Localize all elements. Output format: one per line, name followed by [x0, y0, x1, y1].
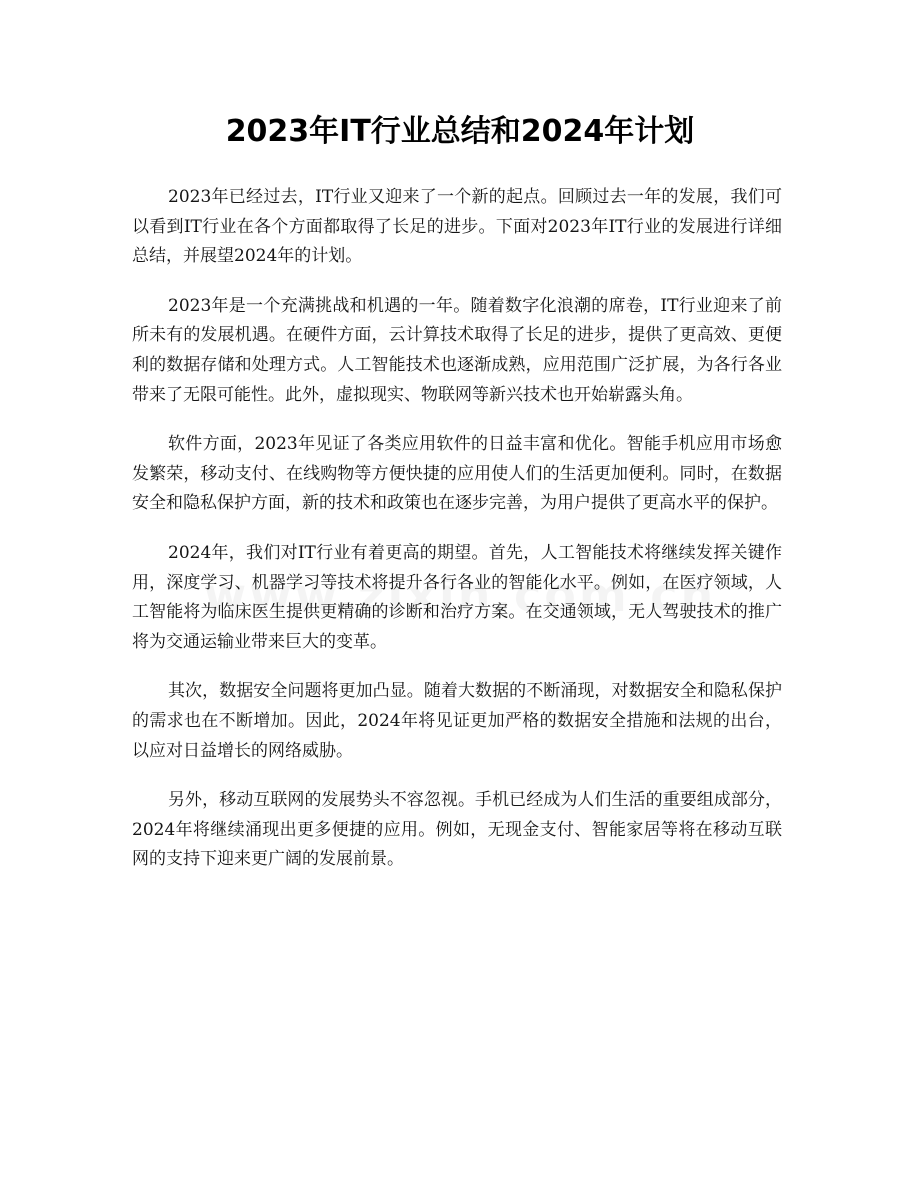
paragraph-4: 2024年，我们对IT行业有着更高的期望。首先，人工智能技术将继续发挥关键作用，深度学习、机器学习等技术将提升各行各业的智能化水平。例如，在医疗领域，人工智能将为临床医生提供更精确的诊断和治疗方案。在交通领域，无人驾驶技术的推广将为交通运输业带来巨大的变革。 [132, 542, 782, 652]
paragraph-6: 另外，移动互联网的发展势头不容忽视。手机已经成为人们生活的重要组成部分，2024年将继续涌现出更多便捷的应用。例如，无现金支付、智能家居等将在移动互联网的支持下迎来更广阔的发展前景。 [132, 790, 782, 870]
document-body [132, 183, 782, 895]
paragraph-2: 2023年是一个充满挑战和机遇的一年。随着数字化浪潮的席卷，IT行业迎来了前所未有的发展机遇。在硬件方面，云计算技术取得了长足的进步，提供了更高效、更便利的数据存储和处理方式。人工智能技术也逐渐成熟，应用范围广泛扩展，为各行各业带来了无限可能性。此外，虚拟现实、物联网等新兴技术也开始崭露头角。 [132, 295, 782, 405]
paragraph-3: 软件方面，2023年见证了各类应用软件的日益丰富和优化。智能手机应用市场愈发繁荣，移动支付、在线购物等方便快捷的应用使人们的生活更加便利。同时，在数据安全和隐私保护方面，新的技术和政策也在逐步完善，为用户提供了更高水平的保护。 [132, 434, 782, 514]
paragraph-5: 其次，数据安全问题将更加凸显。随着大数据的不断涌现，对数据安全和隐私保护的需求也在不断增加。因此，2024年将见证更加严格的数据安全措施和法规的出台，以应对日益增长的网络威胁。 [132, 681, 782, 761]
document-title: 2023年IT行业总结和2024年计划 [225, 114, 695, 149]
paragraph-1: 2023年已经过去，IT行业又迎来了一个新的起点。回顾过去一年的发展，我们可以看到IT行业在各个方面都取得了长足的进步。下面对2023年IT行业的发展进行详细总结，并展望2024年的计划。 [132, 187, 782, 267]
